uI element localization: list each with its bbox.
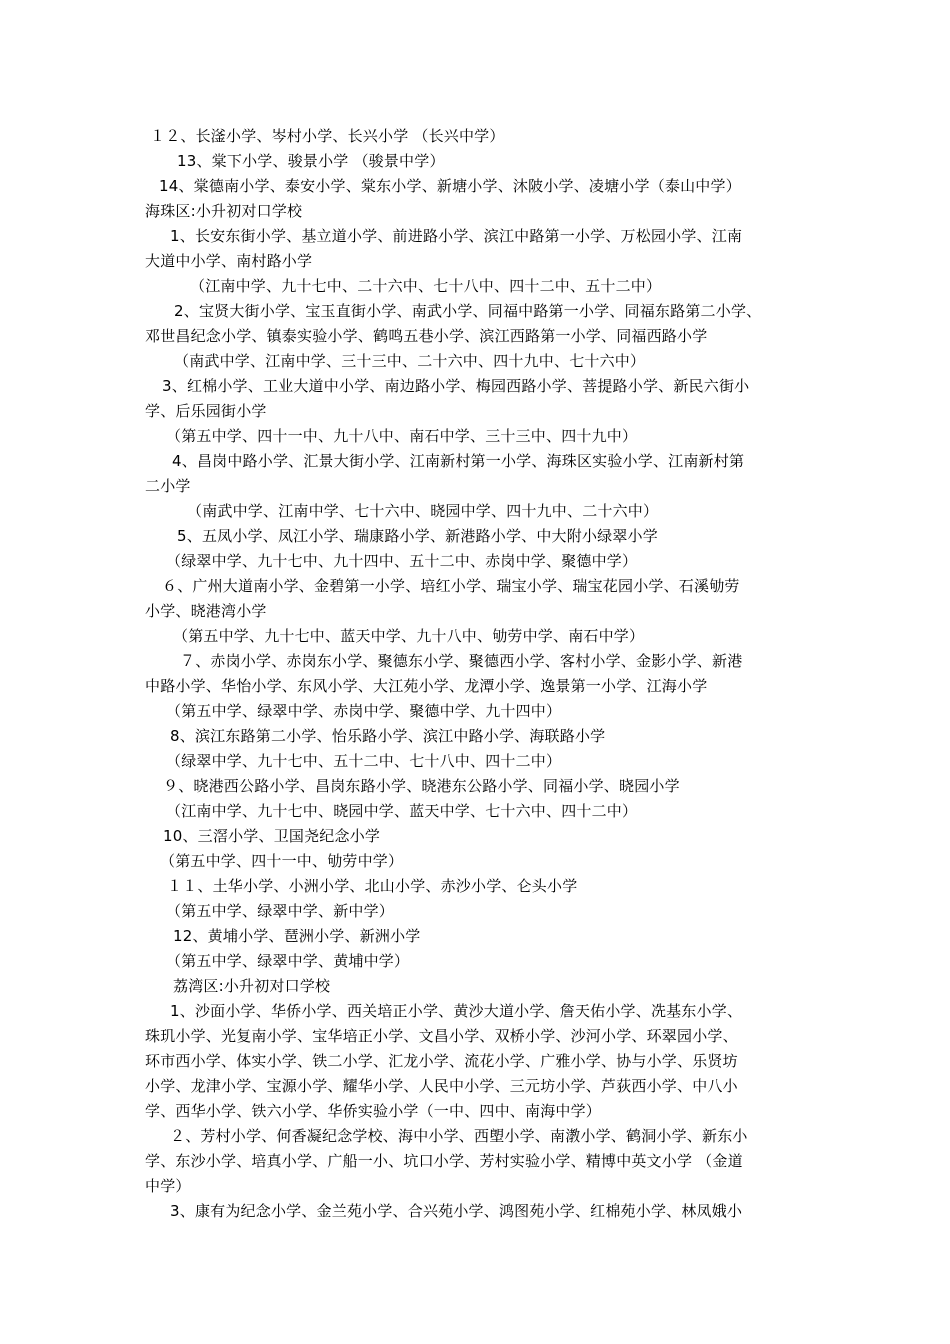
text-line: （第五中学、四十一中、九十八中、南石中学、三十三中、四十九中）: [166, 427, 638, 445]
text-line: ２、芳村小学、何香凝纪念学校、海中小学、西塱小学、南漖小学、鹤洞小学、新东小: [170, 1127, 748, 1145]
text-line: 中路小学、华怡小学、东风小学、大江苑小学、龙潭小学、逸景第一小学、江海小学: [145, 677, 708, 695]
text-line: （第五中学、绿翠中学、新中学）: [166, 902, 395, 920]
text-line: 10、三滘小学、卫国尧纪念小学: [163, 827, 381, 845]
text-line: １２、长滏小学、岑村小学、长兴小学 （长兴中学）: [150, 127, 505, 145]
text-line: 3、康有为纪念小学、金兰苑小学、合兴苑小学、鸿图苑小学、红棉苑小学、林凤娥小: [170, 1202, 743, 1220]
text-line: （第五中学、四十一中、劬劳中学）: [160, 852, 404, 870]
section-heading: 海珠区:小升初对口学校: [145, 202, 303, 220]
text-line: （南武中学、江南中学、七十六中、晓园中学、四十九中、二十六中）: [187, 502, 659, 520]
text-line: １１、土华小学、小洲小学、北山小学、赤沙小学、仑头小学: [167, 877, 578, 895]
text-line: （江南中学、九十七中、晓园中学、蓝天中学、七十六中、四十二中）: [166, 802, 638, 820]
text-line: 1、沙面小学、华侨小学、西关培正小学、黄沙大道小学、詹天佑小学、冼基东小学、: [170, 1002, 743, 1020]
text-line: （绿翠中学、九十七中、九十四中、五十二中、赤岗中学、聚德中学）: [166, 552, 638, 570]
text-line: 14、棠德南小学、泰安小学、棠东小学、新塘小学、沐陂小学、凌塘小学（泰山中学）: [159, 177, 741, 195]
text-line: 4、昌岗中路小学、汇景大街小学、江南新村第一小学、海珠区实验小学、江南新村第: [172, 452, 745, 470]
text-line: （第五中学、绿翠中学、黄埔中学）: [166, 952, 410, 970]
text-line: 1、长安东街小学、基立道小学、前进路小学、滨江中路第一小学、万松园小学、江南: [170, 227, 743, 245]
text-line: 二小学: [145, 477, 191, 495]
text-line: 珠玑小学、光复南小学、宝华培正小学、文昌小学、双桥小学、沙河小学、环翠园小学、: [145, 1027, 738, 1045]
text-line: （江南中学、九十七中、二十六中、七十八中、四十二中、五十二中）: [190, 277, 662, 295]
text-line: 大道中小学、南村路小学: [145, 252, 313, 270]
text-line: 学、后乐园街小学: [145, 402, 267, 420]
text-line: （南武中学、江南中学、三十三中、二十六中、四十九中、七十六中）: [174, 352, 646, 370]
text-line: 2、宝贤大街小学、宝玉直街小学、南武小学、同福中路第一小学、同福东路第二小学、: [174, 302, 762, 320]
text-line: 3、红棉小学、工业大道中小学、南边路小学、梅园西路小学、菩提路小学、新民六街小: [162, 377, 750, 395]
text-line: ７、赤岗小学、赤岗东小学、聚德东小学、聚德西小学、客村小学、金影小学、新港: [180, 652, 743, 670]
text-line: 5、五凤小学、凤江小学、瑞康路小学、新港路小学、中大附小绿翠小学: [177, 527, 658, 545]
text-line: 邓世昌纪念小学、镇泰实验小学、鹤鸣五巷小学、滨江西路第一小学、同福西路小学: [145, 327, 708, 345]
text-line: （第五中学、绿翠中学、赤岗中学、聚德中学、九十四中）: [166, 702, 562, 720]
text-line: 学、东沙小学、培真小学、广船一小、坑口小学、芳村实验小学、精博中英文小学 （金道: [145, 1152, 743, 1170]
text-line: 小学、龙津小学、宝源小学、耀华小学、人民中小学、三元坊小学、芦荻西小学、中八小: [145, 1077, 738, 1095]
section-heading: 荔湾区:小升初对口学校: [173, 977, 331, 995]
text-line: ９、晓港西公路小学、昌岗东路小学、晓港东公路小学、同福小学、晓园小学: [163, 777, 680, 795]
text-line: 环市西小学、体实小学、铁二小学、汇龙小学、流花小学、广雅小学、协与小学、乐贤坊: [145, 1052, 738, 1070]
text-line: （绿翠中学、九十七中、五十二中、七十八中、四十二中）: [166, 752, 562, 770]
text-line: 13、棠下小学、骏景小学 （骏景中学）: [177, 152, 445, 170]
text-line: （第五中学、九十七中、蓝天中学、九十八中、劬劳中学、南石中学）: [173, 627, 645, 645]
text-line: 12、黄埔小学、琶洲小学、新洲小学: [173, 927, 421, 945]
text-line: 学、西华小学、铁六小学、华侨实验小学（一中、四中、南海中学）: [145, 1102, 602, 1120]
text-line: ６、广州大道南小学、金碧第一小学、培红小学、瑞宝小学、瑞宝花园小学、石溪劬劳: [162, 577, 740, 595]
text-line: 中学）: [145, 1177, 191, 1195]
text-line: 8、滨江东路第二小学、怡乐路小学、滨江中路小学、海联路小学: [170, 727, 606, 745]
text-line: 小学、晓港湾小学: [145, 602, 267, 620]
